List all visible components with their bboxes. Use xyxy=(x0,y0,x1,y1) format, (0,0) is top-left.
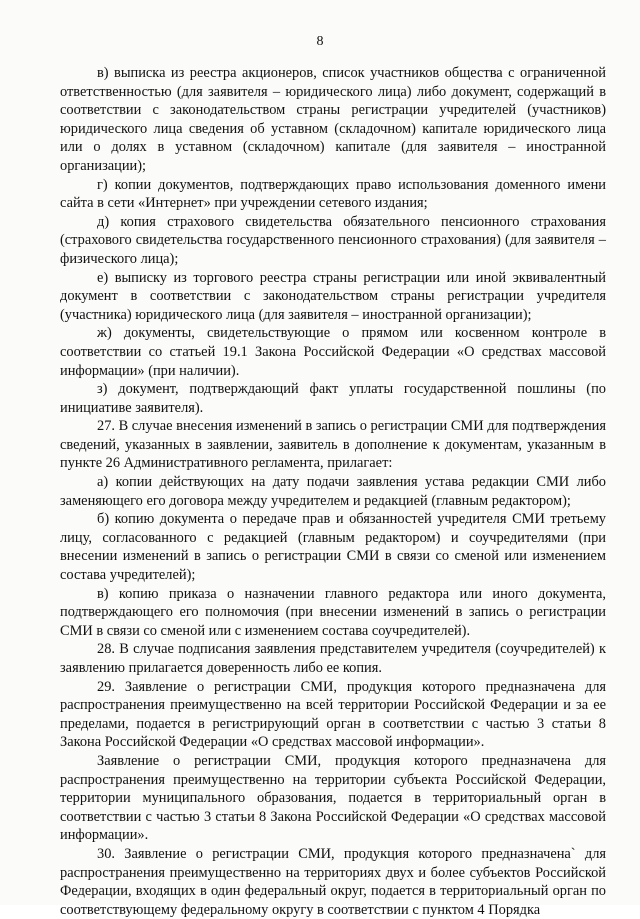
paragraph-zh-control-documents: ж) документы, свидетельствующие о прямом или косвенном контроле в соответствии со статьей 19.1 Закона Российской Федерации «О средствах массовой информации» (при наличии). xyxy=(60,325,606,379)
paragraph-v-shareholder-register: в) выписка из реестра акционеров, список участников общества с ограниченной ответственностью (для заявителя – юридического лица) либо документ, содержащий в соответствии с законодательством страны регистрации учредителей (участников) юридического лица сведения об уставном (складочном) капитале юридического лица или о долях в уставном (складочном) капитале (для заявителя – иностранной организации); xyxy=(60,65,606,174)
paragraph-27-b: б) копию документа о передаче прав и обязанностей учредителя СМИ третьему лицу, согласованного с редакцией (главным редактором) и соучредителями (при внесении изменений в запись о регистрации СМИ в связи со сменой или изменением состава учредителей); xyxy=(60,511,606,584)
paragraph-d-pension-certificate: д) копия страхового свидетельства обязательного пенсионного страхования (страхового свидетельства государственного пенсионного страхования) (для заявителя – физического лица); xyxy=(60,213,606,267)
paragraph-27-v: в) копию приказа о назначении главного редактора или иного документа, подтверждающего его полномочия (при внесении изменений в запись о регистрации СМИ в связи со сменой или с изменением состава соучредителей). xyxy=(60,585,606,639)
page-number: 8 xyxy=(316,34,324,49)
paragraph-z-state-duty: з) документ, подтверждающий факт уплаты государственной пошлины (по инициативе заявителя). xyxy=(60,381,606,416)
paragraph-27: 27. В случае внесения изменений в запись о регистрации СМИ для подтверждения сведений, указанных в заявлении, заявитель в дополнение к документам, указанным в пункте 26 Административного регламента, прилагает: xyxy=(60,418,606,472)
paragraph-e-trade-register: е) выписку из торгового реестра страны регистрации или иной эквивалентный документ в соответствии с законодательством страны регистрации учредителя (участника) юридического лица (для заявителя – иностранной организации); xyxy=(60,269,606,323)
paragraph-28: 28. В случае подписания заявления представителем учредителя (соучредителей) к заявлению прилагается доверенность либо ее копия. xyxy=(60,641,606,676)
paragraph-27-a: а) копии действующих на дату подачи заявления устава редакции СМИ либо заменяющего его договора между учредителем и редакцией (главным редактором); xyxy=(60,474,606,509)
paragraph-g-domain-documents: г) копии документов, подтверждающих право использования доменного имени сайта в сети «Интернет» при учреждении сетевого издания; xyxy=(60,176,606,212)
paragraph-30: 30. Заявление о регистрации СМИ, продукция которого предназначена` для распространения преимущественно на территориях двух и более субъектов Российской Федерации, входящих в один федеральный округ, подается в территориальный орган по соответствующему федеральному округу в соответствии с пунктом 4 Порядка xyxy=(60,845,606,918)
document-body xyxy=(60,64,606,919)
paragraph-29: 29. Заявление о регистрации СМИ, продукция которого предназначена для распространения преимущественно на всей территории Российской Федерации и за ее пределами, подается в регистрирующий орган в соответствии с частью 3 статьи 8 Закона Российской Федерации «О средствах массовой информации». xyxy=(60,678,606,751)
paragraph-29-second: Заявление о регистрации СМИ, продукция которого предназначена для распространения преимущественно на территории субъекта Российской Федерации, территории муниципального образования, подается в территориальный орган в соответствии с частью 3 статьи 8 Закона Российской Федерации «О средствах массовой информации». xyxy=(60,752,606,844)
